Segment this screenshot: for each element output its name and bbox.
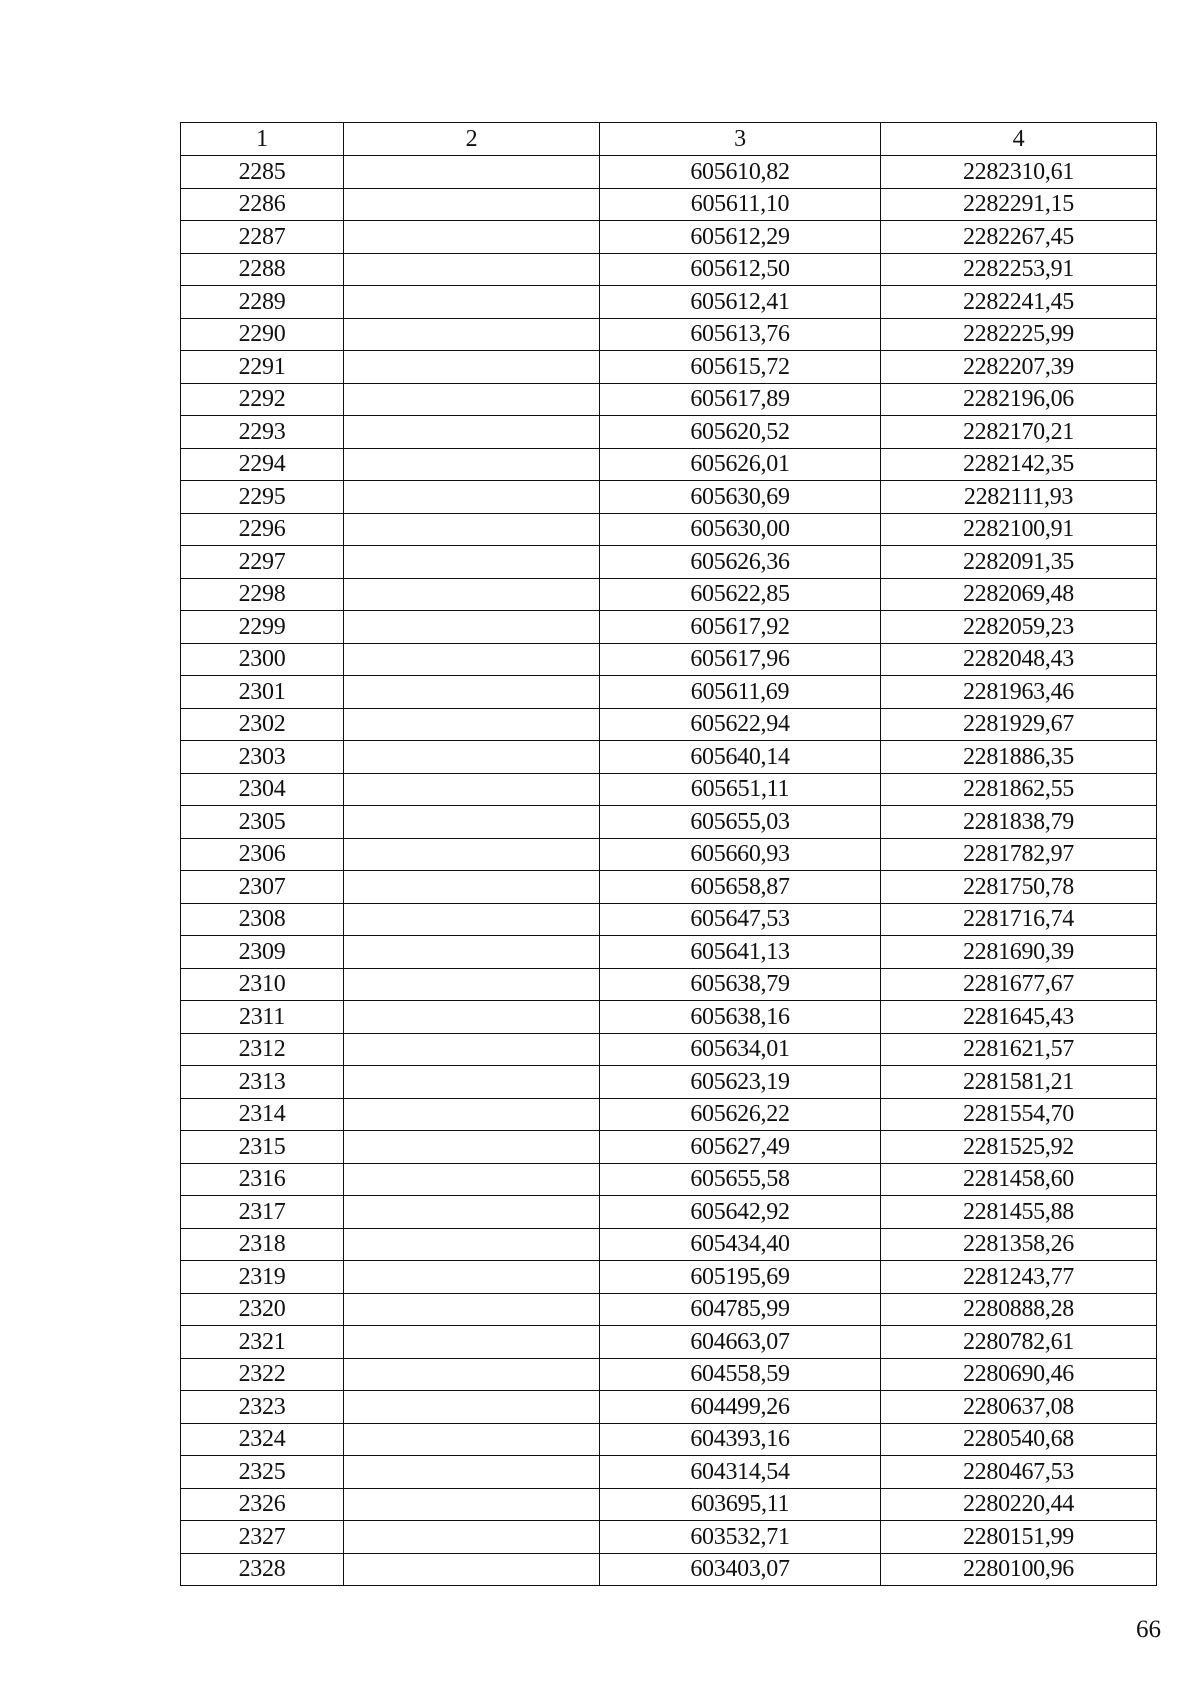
empty-cell xyxy=(344,1066,600,1099)
table-row xyxy=(181,1456,1157,1489)
empty-cell xyxy=(344,156,600,189)
point-number-cell: 2307 xyxy=(181,871,344,904)
point-number-cell: 2295 xyxy=(181,481,344,514)
x-coordinate-cell: 604558,59 xyxy=(600,1358,881,1391)
empty-cell xyxy=(344,416,600,449)
point-number-cell: 2304 xyxy=(181,773,344,806)
y-coordinate-cell: 2282253,91 xyxy=(881,253,1157,286)
x-coordinate-cell: 605612,29 xyxy=(600,221,881,254)
empty-cell xyxy=(344,1326,600,1359)
empty-cell xyxy=(344,936,600,969)
x-coordinate-cell: 605434,40 xyxy=(600,1228,881,1261)
x-coordinate-cell: 605630,00 xyxy=(600,513,881,546)
table-row xyxy=(181,1521,1157,1554)
empty-cell xyxy=(344,383,600,416)
point-number-cell: 2294 xyxy=(181,448,344,481)
x-coordinate-cell: 604314,54 xyxy=(600,1456,881,1489)
y-coordinate-cell: 2282291,15 xyxy=(881,188,1157,221)
point-number-cell: 2324 xyxy=(181,1423,344,1456)
point-number-cell: 2311 xyxy=(181,1001,344,1034)
x-coordinate-cell: 605617,89 xyxy=(600,383,881,416)
x-coordinate-cell: 605630,69 xyxy=(600,481,881,514)
point-number-cell: 2318 xyxy=(181,1228,344,1261)
empty-cell xyxy=(344,1163,600,1196)
y-coordinate-cell: 2281963,46 xyxy=(881,676,1157,709)
empty-cell xyxy=(344,546,600,579)
y-coordinate-cell: 2281645,43 xyxy=(881,1001,1157,1034)
x-coordinate-cell: 605647,53 xyxy=(600,903,881,936)
x-coordinate-cell: 605195,69 xyxy=(600,1261,881,1294)
empty-cell xyxy=(344,1423,600,1456)
table-row xyxy=(181,318,1157,351)
empty-cell xyxy=(344,1293,600,1326)
x-coordinate-cell: 605613,76 xyxy=(600,318,881,351)
y-coordinate-cell: 2282069,48 xyxy=(881,578,1157,611)
x-coordinate-cell: 605612,41 xyxy=(600,286,881,319)
y-coordinate-cell: 2282207,39 xyxy=(881,351,1157,384)
point-number-cell: 2308 xyxy=(181,903,344,936)
table-row xyxy=(181,1131,1157,1164)
empty-cell xyxy=(344,578,600,611)
table-row xyxy=(181,1196,1157,1229)
x-coordinate-cell: 605655,58 xyxy=(600,1163,881,1196)
y-coordinate-cell: 2282142,35 xyxy=(881,448,1157,481)
y-coordinate-cell: 2282225,99 xyxy=(881,318,1157,351)
y-coordinate-cell: 2281554,70 xyxy=(881,1098,1157,1131)
x-coordinate-cell: 603695,11 xyxy=(600,1488,881,1521)
y-coordinate-cell: 2281621,57 xyxy=(881,1033,1157,1066)
x-coordinate-cell: 605617,96 xyxy=(600,643,881,676)
x-coordinate-cell: 605660,93 xyxy=(600,838,881,871)
column-header-1: 1 xyxy=(181,123,344,156)
table-row xyxy=(181,351,1157,384)
point-number-cell: 2312 xyxy=(181,1033,344,1066)
x-coordinate-cell: 604393,16 xyxy=(600,1423,881,1456)
column-header-4: 4 xyxy=(881,123,1157,156)
y-coordinate-cell: 2281929,67 xyxy=(881,708,1157,741)
table-body xyxy=(181,156,1157,1586)
table-row xyxy=(181,1488,1157,1521)
empty-cell xyxy=(344,1261,600,1294)
table-row xyxy=(181,286,1157,319)
point-number-cell: 2314 xyxy=(181,1098,344,1131)
table-row xyxy=(181,221,1157,254)
column-header-2: 2 xyxy=(344,123,600,156)
y-coordinate-cell: 2281243,77 xyxy=(881,1261,1157,1294)
table-row xyxy=(181,741,1157,774)
table-row xyxy=(181,806,1157,839)
point-number-cell: 2319 xyxy=(181,1261,344,1294)
point-number-cell: 2285 xyxy=(181,156,344,189)
point-number-cell: 2289 xyxy=(181,286,344,319)
point-number-cell: 2301 xyxy=(181,676,344,709)
empty-cell xyxy=(344,1228,600,1261)
y-coordinate-cell: 2281525,92 xyxy=(881,1131,1157,1164)
y-coordinate-cell: 2280690,46 xyxy=(881,1358,1157,1391)
point-number-cell: 2313 xyxy=(181,1066,344,1099)
table-row xyxy=(181,416,1157,449)
table-row xyxy=(181,1326,1157,1359)
x-coordinate-cell: 605612,50 xyxy=(600,253,881,286)
point-number-cell: 2320 xyxy=(181,1293,344,1326)
empty-cell xyxy=(344,1521,600,1554)
point-number-cell: 2316 xyxy=(181,1163,344,1196)
y-coordinate-cell: 2280782,61 xyxy=(881,1326,1157,1359)
point-number-cell: 2327 xyxy=(181,1521,344,1554)
x-coordinate-cell: 605655,03 xyxy=(600,806,881,839)
empty-cell xyxy=(344,643,600,676)
point-number-cell: 2298 xyxy=(181,578,344,611)
y-coordinate-cell: 2282241,45 xyxy=(881,286,1157,319)
table-row xyxy=(181,676,1157,709)
table-row xyxy=(181,968,1157,1001)
y-coordinate-cell: 2282048,43 xyxy=(881,643,1157,676)
empty-cell xyxy=(344,676,600,709)
x-coordinate-cell: 605610,82 xyxy=(600,156,881,189)
y-coordinate-cell: 2281455,88 xyxy=(881,1196,1157,1229)
empty-cell xyxy=(344,968,600,1001)
x-coordinate-cell: 605641,13 xyxy=(600,936,881,969)
y-coordinate-cell: 2280540,68 xyxy=(881,1423,1157,1456)
x-coordinate-cell: 605638,16 xyxy=(600,1001,881,1034)
x-coordinate-cell: 605622,85 xyxy=(600,578,881,611)
point-number-cell: 2286 xyxy=(181,188,344,221)
y-coordinate-cell: 2280151,99 xyxy=(881,1521,1157,1554)
y-coordinate-cell: 2280100,96 xyxy=(881,1553,1157,1586)
coordinates-table xyxy=(180,122,1157,1586)
x-coordinate-cell: 605634,01 xyxy=(600,1033,881,1066)
table-row xyxy=(181,1098,1157,1131)
point-number-cell: 2322 xyxy=(181,1358,344,1391)
empty-cell xyxy=(344,188,600,221)
table-row xyxy=(181,1066,1157,1099)
point-number-cell: 2290 xyxy=(181,318,344,351)
point-number-cell: 2321 xyxy=(181,1326,344,1359)
x-coordinate-cell: 605626,22 xyxy=(600,1098,881,1131)
y-coordinate-cell: 2281750,78 xyxy=(881,871,1157,904)
empty-cell xyxy=(344,871,600,904)
point-number-cell: 2300 xyxy=(181,643,344,676)
table-row xyxy=(181,708,1157,741)
y-coordinate-cell: 2281782,97 xyxy=(881,838,1157,871)
empty-cell xyxy=(344,286,600,319)
empty-cell xyxy=(344,1553,600,1586)
table-row xyxy=(181,871,1157,904)
point-number-cell: 2325 xyxy=(181,1456,344,1489)
point-number-cell: 2287 xyxy=(181,221,344,254)
table-row xyxy=(181,903,1157,936)
table-row xyxy=(181,1358,1157,1391)
table-row xyxy=(181,156,1157,189)
empty-cell xyxy=(344,253,600,286)
empty-cell xyxy=(344,838,600,871)
table-row xyxy=(181,643,1157,676)
y-coordinate-cell: 2282267,45 xyxy=(881,221,1157,254)
table-row xyxy=(181,481,1157,514)
empty-cell xyxy=(344,1488,600,1521)
table-row xyxy=(181,448,1157,481)
x-coordinate-cell: 605627,49 xyxy=(600,1131,881,1164)
y-coordinate-cell: 2281690,39 xyxy=(881,936,1157,969)
table-header-row xyxy=(181,123,1157,156)
x-coordinate-cell: 605611,10 xyxy=(600,188,881,221)
table-row xyxy=(181,513,1157,546)
y-coordinate-cell: 2281862,55 xyxy=(881,773,1157,806)
y-coordinate-cell: 2281716,74 xyxy=(881,903,1157,936)
empty-cell xyxy=(344,221,600,254)
point-number-cell: 2309 xyxy=(181,936,344,969)
x-coordinate-cell: 604785,99 xyxy=(600,1293,881,1326)
table-row xyxy=(181,1228,1157,1261)
y-coordinate-cell: 2281838,79 xyxy=(881,806,1157,839)
empty-cell xyxy=(344,708,600,741)
table-row xyxy=(181,838,1157,871)
empty-cell xyxy=(344,806,600,839)
x-coordinate-cell: 605611,69 xyxy=(600,676,881,709)
y-coordinate-cell: 2280637,08 xyxy=(881,1391,1157,1424)
point-number-cell: 2292 xyxy=(181,383,344,416)
point-number-cell: 2323 xyxy=(181,1391,344,1424)
y-coordinate-cell: 2281677,67 xyxy=(881,968,1157,1001)
x-coordinate-cell: 604663,07 xyxy=(600,1326,881,1359)
point-number-cell: 2297 xyxy=(181,546,344,579)
x-coordinate-cell: 605638,79 xyxy=(600,968,881,1001)
point-number-cell: 2306 xyxy=(181,838,344,871)
empty-cell xyxy=(344,1131,600,1164)
empty-cell xyxy=(344,1098,600,1131)
page-number: 66 xyxy=(1136,1616,1161,1643)
table-row xyxy=(181,188,1157,221)
point-number-cell: 2328 xyxy=(181,1553,344,1586)
point-number-cell: 2288 xyxy=(181,253,344,286)
empty-cell xyxy=(344,1456,600,1489)
y-coordinate-cell: 2282170,21 xyxy=(881,416,1157,449)
y-coordinate-cell: 2281886,35 xyxy=(881,741,1157,774)
table-row xyxy=(181,1261,1157,1294)
y-coordinate-cell: 2280220,44 xyxy=(881,1488,1157,1521)
point-number-cell: 2315 xyxy=(181,1131,344,1164)
table-row xyxy=(181,1553,1157,1586)
table-row xyxy=(181,1001,1157,1034)
empty-cell xyxy=(344,1358,600,1391)
y-coordinate-cell: 2281458,60 xyxy=(881,1163,1157,1196)
table-row xyxy=(181,1423,1157,1456)
y-coordinate-cell: 2282091,35 xyxy=(881,546,1157,579)
point-number-cell: 2291 xyxy=(181,351,344,384)
x-coordinate-cell: 605651,11 xyxy=(600,773,881,806)
empty-cell xyxy=(344,481,600,514)
point-number-cell: 2296 xyxy=(181,513,344,546)
x-coordinate-cell: 605658,87 xyxy=(600,871,881,904)
table-row xyxy=(181,1033,1157,1066)
empty-cell xyxy=(344,318,600,351)
empty-cell xyxy=(344,611,600,644)
point-number-cell: 2305 xyxy=(181,806,344,839)
empty-cell xyxy=(344,1033,600,1066)
empty-cell xyxy=(344,351,600,384)
empty-cell xyxy=(344,448,600,481)
point-number-cell: 2303 xyxy=(181,741,344,774)
point-number-cell: 2317 xyxy=(181,1196,344,1229)
point-number-cell: 2310 xyxy=(181,968,344,1001)
x-coordinate-cell: 605615,72 xyxy=(600,351,881,384)
empty-cell xyxy=(344,741,600,774)
table-row xyxy=(181,383,1157,416)
x-coordinate-cell: 604499,26 xyxy=(600,1391,881,1424)
table-row xyxy=(181,578,1157,611)
x-coordinate-cell: 605622,94 xyxy=(600,708,881,741)
x-coordinate-cell: 605617,92 xyxy=(600,611,881,644)
column-header-3: 3 xyxy=(600,123,881,156)
empty-cell xyxy=(344,1391,600,1424)
y-coordinate-cell: 2281581,21 xyxy=(881,1066,1157,1099)
point-number-cell: 2299 xyxy=(181,611,344,644)
y-coordinate-cell: 2282196,06 xyxy=(881,383,1157,416)
table-row xyxy=(181,1163,1157,1196)
empty-cell xyxy=(344,773,600,806)
x-coordinate-cell: 605626,36 xyxy=(600,546,881,579)
table-row xyxy=(181,936,1157,969)
table-row xyxy=(181,773,1157,806)
table-row xyxy=(181,1293,1157,1326)
x-coordinate-cell: 603532,71 xyxy=(600,1521,881,1554)
empty-cell xyxy=(344,1196,600,1229)
x-coordinate-cell: 605626,01 xyxy=(600,448,881,481)
y-coordinate-cell: 2281358,26 xyxy=(881,1228,1157,1261)
table-row xyxy=(181,611,1157,644)
y-coordinate-cell: 2282111,93 xyxy=(881,481,1157,514)
y-coordinate-cell: 2282059,23 xyxy=(881,611,1157,644)
x-coordinate-cell: 605623,19 xyxy=(600,1066,881,1099)
y-coordinate-cell: 2280467,53 xyxy=(881,1456,1157,1489)
y-coordinate-cell: 2280888,28 xyxy=(881,1293,1157,1326)
x-coordinate-cell: 603403,07 xyxy=(600,1553,881,1586)
x-coordinate-cell: 605640,14 xyxy=(600,741,881,774)
point-number-cell: 2302 xyxy=(181,708,344,741)
table-row xyxy=(181,253,1157,286)
x-coordinate-cell: 605620,52 xyxy=(600,416,881,449)
point-number-cell: 2293 xyxy=(181,416,344,449)
point-number-cell: 2326 xyxy=(181,1488,344,1521)
y-coordinate-cell: 2282310,61 xyxy=(881,156,1157,189)
empty-cell xyxy=(344,513,600,546)
empty-cell xyxy=(344,1001,600,1034)
table-row xyxy=(181,546,1157,579)
x-coordinate-cell: 605642,92 xyxy=(600,1196,881,1229)
empty-cell xyxy=(344,903,600,936)
y-coordinate-cell: 2282100,91 xyxy=(881,513,1157,546)
table-row xyxy=(181,1391,1157,1424)
